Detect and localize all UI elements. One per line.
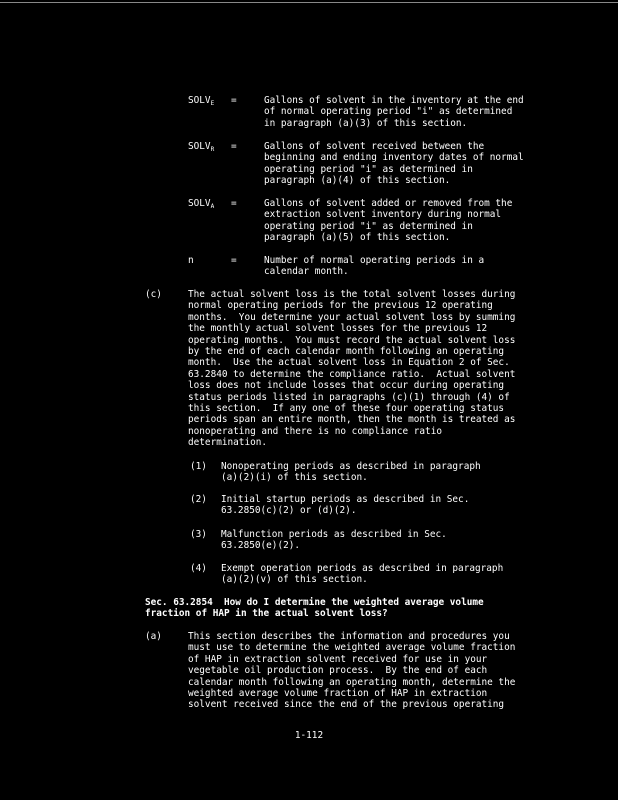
paragraph-text: This section describes the information and procedures you must use to determine the weighted average volume fraction of HAP in extraction solvent received for use in your vegetable oil production process. By the end of each calendar month following an operating month, determine the weighted average volume fraction of HAP in extraction solvent received since the end of the previous operating <box>188 631 516 711</box>
definition-text: Gallons of solvent added or removed from the extraction solvent inventory during normal operating period "i" as determined in paragraph (a)(5) of this section. <box>264 198 513 244</box>
definition-text: Number of normal operating periods in a calendar month. <box>264 255 485 278</box>
definition-text: Gallons of solvent in the inventory at the end of normal operating period "i" as determined in paragraph (a)(3) of this section. <box>264 95 524 129</box>
definition-equals: = <box>231 95 237 106</box>
definition-symbol: n <box>188 255 194 266</box>
definition-equals: = <box>231 141 237 152</box>
definition-equals: = <box>231 255 237 266</box>
definition-equals: = <box>231 198 237 209</box>
paragraph-label: (c) <box>145 289 162 300</box>
paragraph-label: (a) <box>145 631 162 642</box>
section-heading: Sec. 63.2854 How do I determine the weighted average volume fraction of HAP in the actual solvent loss? <box>145 597 484 620</box>
list-item-number: (1) <box>190 461 207 472</box>
definition-text: Gallons of solvent received between the beginning and ending inventory dates of normal operating period "i" as determined in paragraph (a)(4) of this section. <box>264 141 524 187</box>
list-item-text: Initial startup periods as described in Sec. 63.2850(c)(2) or (d)(2). <box>221 494 470 517</box>
definition-symbol: $SOLV_E$ <box>188 95 215 107</box>
paragraph-text: The actual solvent loss is the total solvent losses during normal operating periods for the previous 12 operating months. You determine your actual solvent loss by summing the monthly actual solvent losses for the previous 12 operating months. You must record the actual solvent loss by the end of each calendar month following an operating month. Use the actual solvent loss in Equation 2 of Sec. 63.2840 to determine the compliance ratio. Actual solvent loss does not include losses that occur during operating status periods listed in paragraphs (c)(1) through (4) of this section. If any one of these four operating status periods span an entire month, then the month is treated as nonoperating and there is no compliance ratio determination. <box>188 289 516 449</box>
definition-symbol: $SOLV_A$ <box>188 198 215 210</box>
definition-symbol: $SOLV_R$ <box>188 141 215 153</box>
page-number: 1-112 <box>294 730 324 741</box>
list-item-text: Malfunction periods as described in Sec. 63.2850(e)(2). <box>221 529 447 552</box>
list-item-number: (3) <box>190 529 207 540</box>
list-item-text: Exempt operation periods as described in paragraph (a)(2)(v) of this section. <box>221 563 504 586</box>
list-item-number: (2) <box>190 494 207 505</box>
list-item-text: Nonoperating periods as described in paragraph (a)(2)(i) of this section. <box>221 461 481 484</box>
scan-border <box>0 2 618 3</box>
list-item-number: (4) <box>190 563 207 574</box>
